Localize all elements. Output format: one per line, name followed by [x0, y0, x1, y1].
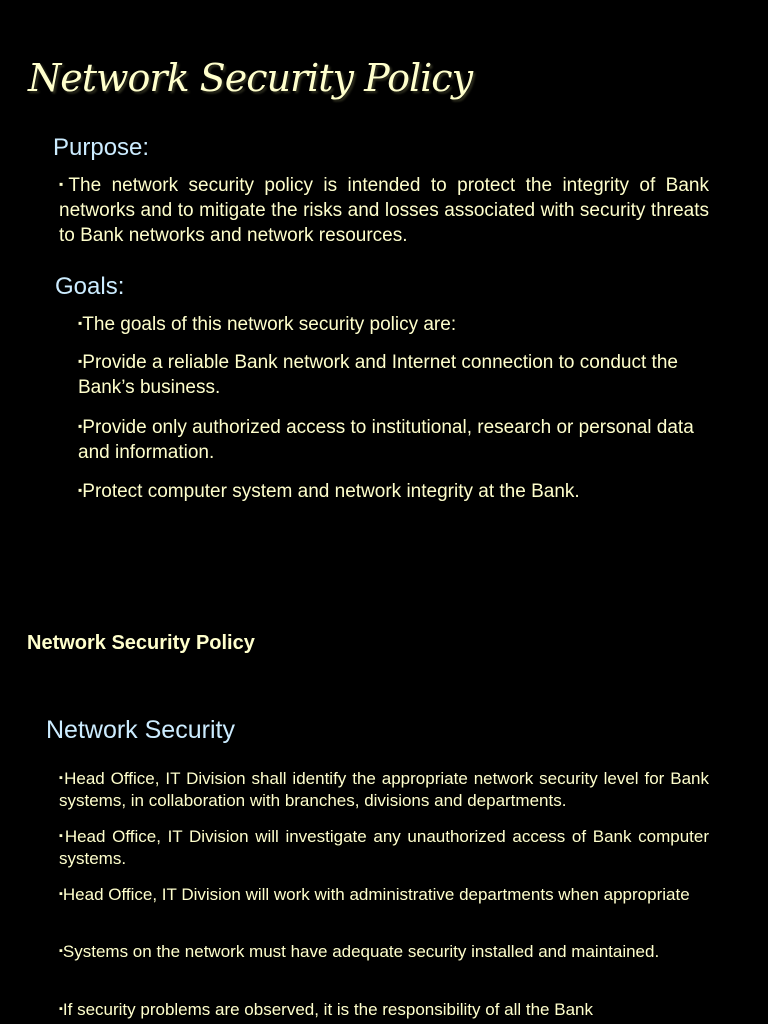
goal-item-text: Provide a reliable Bank network and Internet connection to conduct the Bank’s business.	[78, 352, 678, 398]
goals-heading: Goals:	[55, 273, 125, 300]
network-security-item-text: If security problems are observed, it is the responsibility of all the Bank	[62, 1000, 593, 1019]
bullet-icon: ▪	[59, 177, 69, 191]
bullet-icon: ▪	[78, 419, 83, 433]
purpose-text-body: The network security policy is intended to protect the integrity of Bank networks and to mitigate the risks and losses associated with security threats to Bank networks and network resources.	[59, 175, 709, 246]
network-security-item	[59, 940, 709, 963]
goal-item-text: The goals of this network security policy are:	[82, 314, 457, 335]
network-security-item-text: Head Office, IT Division will work with administrative departments when appropriate	[62, 885, 690, 904]
network-security-item	[59, 998, 709, 1021]
bullet-icon: ▪	[78, 316, 83, 330]
purpose-heading: Purpose:	[53, 134, 150, 161]
goal-item-text: Provide only authorized access to institutional, research or personal data and information.	[78, 417, 694, 463]
bullet-icon: ▪	[59, 1003, 63, 1015]
goal-item	[78, 311, 730, 337]
network-security-item-text: Head Office, IT Division will investigate any unauthorized access of Bank computer systems.	[59, 827, 709, 868]
network-security-item	[59, 883, 709, 906]
network-security-item	[59, 767, 709, 812]
network-security-item-text: Systems on the network must have adequate security installed and maintained.	[62, 942, 660, 961]
goal-item	[78, 414, 730, 465]
bullet-icon: ▪	[78, 483, 83, 497]
bullet-icon: ▪	[59, 888, 63, 900]
bullet-icon: ▪	[59, 945, 63, 957]
purpose-text	[59, 172, 709, 248]
slide2-header: Network Security Policy	[27, 632, 255, 654]
bullet-icon: ▪	[59, 830, 65, 842]
network-security-item	[59, 825, 709, 870]
goal-item	[78, 349, 730, 400]
slide-title: Network Security Policy	[28, 56, 473, 100]
bullet-icon: ▪	[78, 354, 83, 368]
network-security-heading: Network Security	[46, 716, 235, 744]
bullet-icon: ▪	[59, 772, 65, 784]
goal-item	[78, 478, 730, 504]
goal-item-text: Protect computer system and network integrity at the Bank.	[82, 481, 580, 502]
network-security-item-text: Head Office, IT Division shall identify the appropriate network security level for Bank systems, in collaboration with branches, divisions and departments.	[59, 769, 710, 810]
